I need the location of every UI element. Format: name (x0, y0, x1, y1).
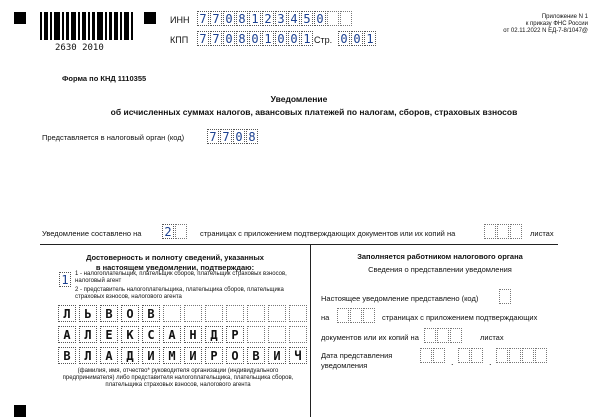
right-subheading: Сведения о представлении уведомления (368, 265, 512, 274)
tax-authority-cell[interactable]: 0 (233, 129, 245, 144)
name-cell[interactable] (247, 326, 265, 343)
page-cell[interactable]: 1 (364, 31, 376, 46)
kpp-cell[interactable]: 0 (223, 31, 235, 46)
pages-label-after: страницах с приложением подтверждающих документов или их копий на (200, 229, 456, 238)
date-year-cell[interactable] (509, 348, 521, 363)
surname-cell[interactable]: В (142, 305, 160, 322)
tax-authority-cell[interactable]: 7 (220, 129, 232, 144)
date-day-cells (420, 348, 446, 363)
form-subtitle: об исчисленных суммах налогов, авансовых платежей по налогам, сборов, страховых взносов (110, 107, 518, 117)
date-label-2: уведомления (321, 361, 368, 370)
corner-marker-left (14, 12, 26, 24)
name-cell[interactable]: Д (205, 326, 223, 343)
name-cell[interactable]: С (142, 326, 160, 343)
surname-cell[interactable]: О (121, 305, 139, 322)
right-pages-cell[interactable] (363, 308, 375, 323)
date-dot-1: . (451, 357, 454, 367)
surname-cell[interactable]: В (100, 305, 118, 322)
right-pages-label: страницах с приложением подтверждающих (382, 313, 538, 322)
patronymic-cell[interactable]: О (226, 347, 244, 364)
tax-authority-cell[interactable]: 7 (207, 129, 219, 144)
page-cell[interactable]: 0 (338, 31, 350, 46)
sheets-cell[interactable] (497, 224, 509, 239)
name-cell[interactable]: К (121, 326, 139, 343)
name-cell[interactable]: А (163, 326, 181, 343)
form-code-cell[interactable] (499, 289, 511, 304)
right-sheets-cell[interactable] (424, 328, 436, 343)
inn-cell[interactable]: 1 (249, 11, 261, 26)
inn-cell[interactable]: 3 (275, 11, 287, 26)
surname-cell[interactable] (268, 305, 286, 322)
patronymic-cell[interactable]: Д (121, 347, 139, 364)
kpp-cell[interactable]: 0 (249, 31, 261, 46)
form-knd: Форма по КНД 1110355 (62, 74, 147, 83)
date-month-cell[interactable] (471, 348, 483, 363)
surname-cells (58, 305, 310, 322)
pages-cell[interactable]: 2 (162, 224, 174, 239)
inn-cell[interactable]: 5 (301, 11, 313, 26)
surname-cell[interactable] (184, 305, 202, 322)
left-heading-2: в настоящем уведомлении, подтверждаю: (95, 263, 255, 272)
inn-cells (197, 11, 353, 26)
patronymic-cell[interactable]: А (100, 347, 118, 364)
right-pages-cell[interactable] (337, 308, 349, 323)
right-pages-cell[interactable] (350, 308, 362, 323)
signer-code-cell[interactable]: 1 (59, 272, 71, 287)
tax-authority-cell[interactable]: 8 (246, 129, 258, 144)
kpp-cell[interactable]: 0 (275, 31, 287, 46)
sheets-cell[interactable] (510, 224, 522, 239)
surname-cell[interactable]: Ь (79, 305, 97, 322)
patronymic-cell[interactable]: М (163, 347, 181, 364)
surname-cell[interactable] (289, 305, 307, 322)
on-label: на (321, 313, 330, 322)
kpp-cell[interactable]: 7 (197, 31, 209, 46)
patronymic-cell[interactable]: И (268, 347, 286, 364)
sheets-label: листах (530, 229, 554, 238)
name-cell[interactable]: Л (79, 326, 97, 343)
inn-cell[interactable] (327, 11, 339, 26)
appendix-line3: от 02.11.2022 N ЕД-7-8/1047@ (503, 28, 588, 34)
kpp-cell[interactable]: 1 (262, 31, 274, 46)
kpp-cell[interactable]: 1 (301, 31, 313, 46)
signer-option-1: 1 - налогоплательщик, плательщик сборов, плательщик страховых взносов, налоговый агент (75, 271, 287, 284)
date-year-cells (496, 348, 548, 363)
patronymic-cell[interactable]: И (184, 347, 202, 364)
surname-cell[interactable] (163, 305, 181, 322)
name-cell[interactable]: Н (184, 326, 202, 343)
kpp-cell[interactable]: 7 (210, 31, 222, 46)
name-cell[interactable]: Р (226, 326, 244, 343)
barcode (40, 12, 135, 40)
patronymic-cell[interactable]: В (247, 347, 265, 364)
patronymic-cell[interactable]: В (58, 347, 76, 364)
kpp-cell[interactable]: 0 (288, 31, 300, 46)
right-sheets-cells (424, 328, 463, 343)
right-sheets-cell[interactable] (437, 328, 449, 343)
inn-cell[interactable]: 7 (197, 11, 209, 26)
docs-label: документов или их копий на (321, 333, 419, 342)
page-cells (338, 31, 377, 46)
patronymic-cell[interactable]: Ч (289, 347, 307, 364)
right-sheets-label: листах (480, 333, 504, 342)
name-cells (58, 326, 310, 343)
patronymic-cell[interactable]: И (142, 347, 160, 364)
tax-authority-label: Представляется в налоговый орган (код) (42, 133, 185, 142)
right-heading: Заполняется работником налогового органа (357, 252, 523, 261)
patronymic-cell[interactable]: Л (79, 347, 97, 364)
date-month-cell[interactable] (458, 348, 470, 363)
corner-marker-right (144, 12, 156, 24)
pages-cell[interactable] (175, 224, 187, 239)
surname-cell[interactable] (205, 305, 223, 322)
inn-cell[interactable]: 4 (288, 11, 300, 26)
right-pages-cells (337, 308, 376, 323)
name-cell[interactable] (289, 326, 307, 343)
surname-cell[interactable]: Л (58, 305, 76, 322)
date-year-cell[interactable] (522, 348, 534, 363)
sheets-cells (484, 224, 523, 239)
bottom-marker (14, 405, 26, 417)
appendix-line2: к приказу ФНС России (525, 21, 588, 27)
inn-cell[interactable]: 0 (223, 11, 235, 26)
date-day-cell[interactable] (433, 348, 445, 363)
form-title: Уведомление (270, 94, 328, 104)
kpp-label: КПП (170, 35, 189, 45)
date-day-cell[interactable] (420, 348, 432, 363)
sheets-cell[interactable] (484, 224, 496, 239)
kpp-cell[interactable]: 8 (236, 31, 248, 46)
right-sheets-cell[interactable] (450, 328, 462, 343)
column-divider (310, 244, 311, 417)
form-code-cells (499, 289, 512, 304)
kpp-cells (197, 31, 314, 46)
date-year-cell[interactable] (535, 348, 547, 363)
name-cell[interactable]: Е (100, 326, 118, 343)
surname-cell[interactable] (247, 305, 265, 322)
name-cell[interactable]: А (58, 326, 76, 343)
name-cell[interactable] (268, 326, 286, 343)
inn-cell[interactable]: 0 (314, 11, 326, 26)
left-heading-1: Достоверность и полноту сведений, указанных (86, 253, 264, 262)
page-cell[interactable]: 0 (351, 31, 363, 46)
date-month-cells (458, 348, 484, 363)
inn-cell[interactable]: 2 (262, 11, 274, 26)
appendix-note (438, 14, 588, 35)
patronymic-cell[interactable]: Р (205, 347, 223, 364)
inn-cell[interactable]: 8 (236, 11, 248, 26)
form-code-label: Настоящее уведомление представлено (код) (321, 294, 479, 303)
signer-option-2: 2 - представитель налогоплательщика, плательщика сборов, плательщика страховых взносов, налогового агента (75, 287, 284, 300)
pages-label-before: Уведомление составлено на (42, 229, 142, 238)
inn-cell[interactable]: 7 (210, 11, 222, 26)
pages-cells (162, 224, 188, 239)
appendix-line1: Приложение N 1 (541, 14, 588, 20)
section-divider (40, 244, 558, 245)
date-label-1: Дата представления (321, 351, 393, 360)
inn-cell[interactable] (340, 11, 352, 26)
fio-caption: (фамилия, имя, отчество* руководителя организации (индивидуального предпринимателя) либо представителя налогоплательщика, плательщика сборов, плательщика страховых взносов, налогового агента (62, 368, 294, 388)
patronymic-cells (58, 347, 310, 364)
page-label: Стр. (314, 35, 333, 45)
surname-cell[interactable] (226, 305, 244, 322)
barcode-number: 2630 2010 (55, 43, 104, 53)
signer-code-cells (59, 272, 72, 287)
inn-label: ИНН (170, 15, 190, 25)
date-year-cell[interactable] (496, 348, 508, 363)
date-dot-2: . (489, 357, 492, 367)
tax-authority-cells (207, 129, 259, 144)
